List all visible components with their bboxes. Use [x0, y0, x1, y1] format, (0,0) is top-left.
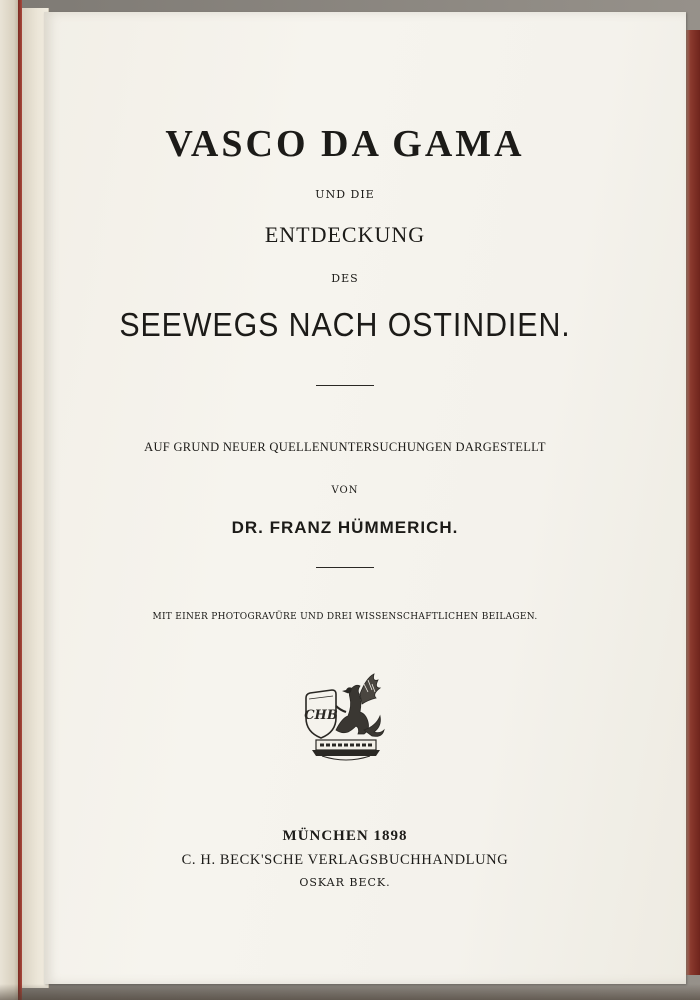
title-seewegs: SEEWEGS NACH OSTINDIEN. — [119, 306, 571, 343]
book-title: VASCO DA GAMA — [165, 123, 525, 165]
book-binding-edge — [0, 0, 20, 1000]
title-entdeckung: ENTDECKUNG — [264, 222, 426, 247]
divider-rule — [316, 567, 374, 568]
divider-rule — [316, 385, 374, 386]
title-connector-des: DES — [331, 272, 359, 285]
svg-text:CHB: CHB — [304, 708, 338, 723]
book-cover-edge — [684, 30, 700, 975]
subtitle: AUF GRUND NEUER QUELLENUNTERSUCHUNGEN DARGESTELLT — [144, 440, 546, 454]
imprint-publisher: C. H. BECK'SCHE VERLAGSBUCHHANDLUNG — [181, 852, 509, 868]
imprint-publisher-name: OSKAR BECK. — [299, 876, 391, 889]
author-name: DR. FRANZ HÜMMERICH. — [231, 518, 459, 537]
title-connector-und: UND DIE — [315, 188, 375, 201]
bottom-shadow — [0, 984, 700, 1000]
by-line-von: VON — [331, 485, 359, 496]
title-page — [44, 12, 686, 984]
supplement-note: MIT EINER PHOTOGRAVÜRE UND DREI WISSENSCHAFTLICHEN BEILAGEN. — [152, 612, 538, 622]
imprint-place-year: MÜNCHEN 1898 — [282, 828, 408, 844]
griffin-publisher-emblem-icon — [302, 672, 388, 764]
